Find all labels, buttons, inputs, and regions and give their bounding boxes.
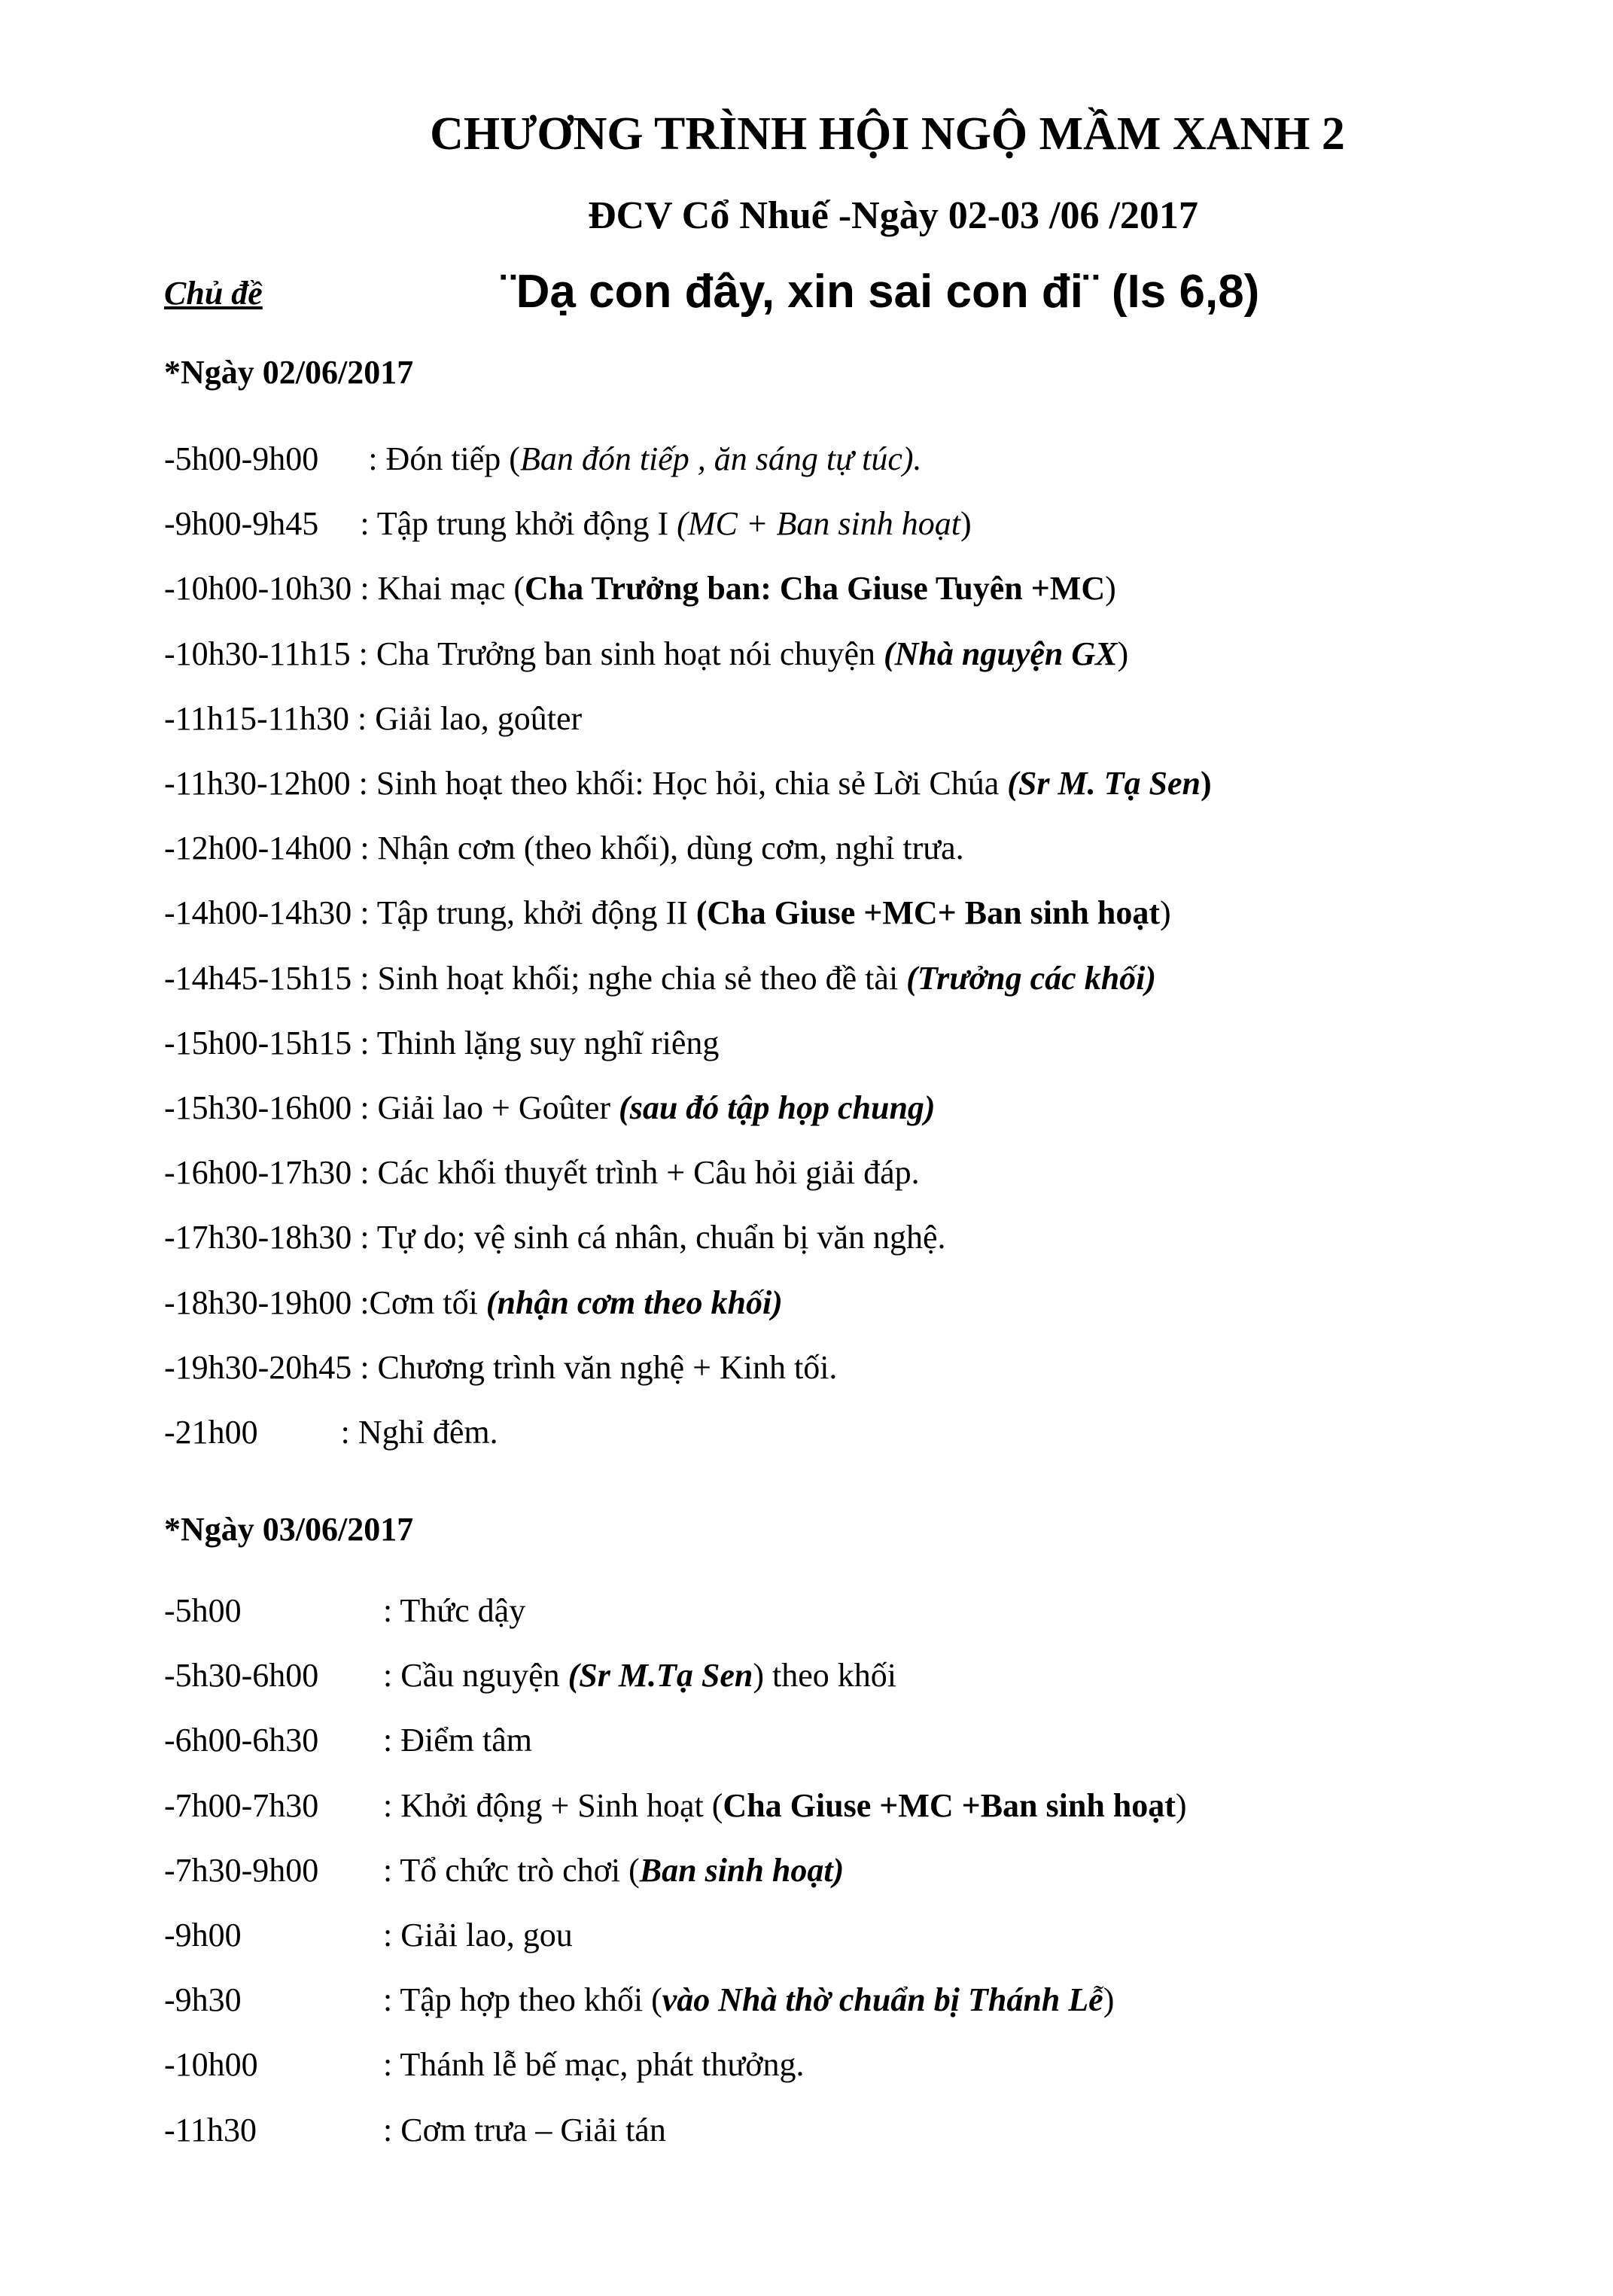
activity-text-part: ) theo khối — [753, 1657, 896, 1695]
schedule-time: -15h30-16h00 — [164, 1089, 361, 1126]
schedule-activity — [383, 1588, 525, 1634]
schedule-time: -10h30-11h15 — [164, 635, 359, 672]
schedule-row — [164, 1215, 946, 1260]
schedule-row — [164, 761, 1212, 806]
schedule-activity — [359, 635, 1128, 672]
schedule-time: -16h00-17h30 — [164, 1154, 361, 1192]
schedule-activity — [360, 570, 1115, 607]
schedule-time: -6h00-6h30 — [164, 1722, 319, 1759]
activity-text-part: : Tập trung khởi động I — [360, 505, 677, 543]
schedule-row — [164, 501, 972, 547]
activity-text-part: : Tổ chức trò chơi ( — [383, 1851, 640, 1889]
schedule-activity — [383, 1783, 1187, 1829]
schedule-activity — [359, 765, 1212, 802]
day2-heading: *Ngày 03/06/2017 — [164, 1511, 414, 1548]
schedule-time: -17h30-18h30 — [164, 1219, 361, 1256]
activity-text-part: : Nhận cơm (theo khối), dùng cơm, nghỉ trưa. — [360, 830, 964, 867]
schedule-activity — [383, 2042, 805, 2087]
schedule-time: -5h30-6h00 — [164, 1657, 319, 1695]
activity-text-part: : Sinh hoạt theo khối: Học hỏi, chia sẻ Lời Chúa — [358, 765, 1008, 802]
activity-text-part: (Sr M. Tạ Sen — [1007, 765, 1201, 802]
schedule-row — [164, 1718, 532, 1763]
schedule-time: -12h00-14h00 — [164, 830, 361, 867]
activity-text-part: (Cha Giuse +MC+ Ban sinh hoạt — [695, 894, 1160, 932]
schedule-row — [164, 1913, 573, 1958]
activity-text-part: (Sr M.Tạ Sen — [568, 1657, 753, 1695]
activity-text-part: (Trưởng các khối) — [906, 959, 1157, 997]
schedule-time: -18h30-19h00 — [164, 1284, 361, 1321]
schedule-activity — [341, 1414, 498, 1451]
schedule-activity — [360, 505, 971, 542]
schedule-row — [164, 1086, 936, 1131]
activity-text-part: (nhận cơm theo khối) — [485, 1284, 783, 1321]
activity-text-part: Ban đón tiếp , ăn sáng tự túc). — [519, 440, 922, 477]
schedule-activity — [360, 1025, 719, 1061]
activity-text-part: : Thinh lặng suy nghĩ riêng — [360, 1024, 720, 1061]
schedule-time: -9h30 — [164, 1981, 242, 2019]
activity-text-part: ) — [1105, 570, 1116, 607]
schedule-row — [164, 566, 1116, 611]
schedule-row — [164, 1588, 526, 1634]
document-title: CHƯƠNG TRÌNH HỘI NGỘ MẦM XANH 2 — [430, 108, 1345, 160]
activity-text-part: Cha Giuse +MC +Ban sinh hoạt — [723, 1786, 1176, 1824]
activity-text-part: : Tập hợp theo khối ( — [383, 1981, 662, 2019]
schedule-activity — [383, 1978, 1114, 2023]
schedule-row — [164, 891, 1171, 936]
schedule-row — [164, 2108, 666, 2153]
schedule-row — [164, 1280, 783, 1326]
schedule-activity — [383, 2108, 666, 2153]
activity-text-part: (Nhà nguyện GX — [884, 635, 1118, 672]
activity-text-part: : Đón tiếp ( — [368, 440, 520, 477]
activity-text-part: : Chương trình văn nghệ + Kinh tối. — [360, 1348, 838, 1386]
schedule-activity — [360, 960, 1156, 997]
schedule-activity — [383, 1653, 896, 1698]
schedule-row — [164, 1783, 1187, 1829]
activity-text-part: ) — [1103, 1981, 1115, 2019]
schedule-time: -9h00-9h45 — [164, 505, 361, 543]
activity-text-part: :Cơm tối — [360, 1284, 486, 1321]
schedule-time: -21h00 — [164, 1414, 341, 1451]
schedule-activity — [360, 894, 1170, 931]
schedule-time: -10h00 — [164, 2046, 258, 2084]
schedule-activity — [360, 1284, 783, 1321]
activity-text-part: : Thánh lễ bế mạc, phát thưởng. — [383, 2046, 805, 2084]
schedule-row — [164, 1978, 1115, 2023]
schedule-row — [164, 1021, 719, 1066]
schedule-row — [164, 1345, 837, 1390]
activity-text-part: : Cầu nguyện — [383, 1657, 568, 1695]
schedule-activity — [360, 1219, 945, 1256]
activity-text-part: : Sinh hoạt khối; nghe chia sẻ theo đề tài — [360, 959, 907, 997]
schedule-time: -11h15-11h30 — [164, 699, 358, 737]
activity-text-part: ) — [1159, 894, 1171, 932]
schedule-activity — [360, 1089, 935, 1126]
schedule-row — [164, 1848, 845, 1893]
schedule-activity — [358, 700, 582, 737]
schedule-time: -10h00-10h30 — [164, 570, 361, 607]
schedule-row — [164, 1653, 896, 1698]
activity-text-part: ) — [1175, 1786, 1187, 1824]
schedule-activity — [383, 1848, 844, 1893]
activity-text-part: : Tự do; vệ sinh cá nhân, chuẩn bị văn nghệ. — [360, 1219, 946, 1256]
schedule-activity — [383, 1913, 573, 1958]
schedule-activity — [360, 1154, 919, 1191]
activity-text-part: : Giải lao, gou — [383, 1917, 573, 1953]
schedule-time: -11h30-12h00 — [164, 765, 359, 802]
theme-label: Chủ đề — [164, 275, 263, 312]
activity-text-part: : Giải lao + Goûter — [360, 1089, 619, 1126]
schedule-row — [164, 1410, 498, 1455]
schedule-time: -11h30 — [164, 2111, 257, 2148]
activity-text-part: ) — [1200, 765, 1212, 802]
activity-text-part: : Các khối thuyết trình + Câu hỏi giải đáp. — [360, 1154, 920, 1192]
schedule-activity — [360, 1349, 837, 1386]
activity-text-part: Cha Trưởng ban: Cha Giuse Tuyên +MC — [525, 570, 1106, 607]
activity-text-part: Ban sinh hoạt) — [639, 1851, 845, 1889]
schedule-time: -7h30-9h00 — [164, 1851, 319, 1889]
theme-text: ¨Dạ con đây, xin sai con đi¨ (Is 6,8) — [501, 266, 1260, 318]
activity-text-part: : Cơm trưa – Giải tán — [383, 2111, 666, 2148]
day1-heading: *Ngày 02/06/2017 — [164, 354, 414, 391]
schedule-time: -14h45-15h15 — [164, 959, 361, 997]
activity-text-part: ) — [1117, 635, 1129, 672]
activity-text-part: : Khởi động + Sinh hoạt ( — [383, 1786, 723, 1824]
schedule-row — [164, 632, 1128, 677]
schedule-activity — [360, 830, 963, 866]
schedule-time: -5h00 — [164, 1592, 242, 1629]
activity-text-part: : Nghỉ đêm. — [340, 1414, 498, 1451]
activity-text-part: : Thức dậy — [383, 1592, 526, 1629]
schedule-row — [164, 2042, 805, 2087]
document-subtitle: ĐCV Cổ Nhuế -Ngày 02-03 /06 /2017 — [588, 194, 1198, 237]
schedule-time: -15h00-15h15 — [164, 1024, 361, 1061]
activity-text-part: : Điểm tâm — [383, 1722, 532, 1759]
activity-text-part: : Cha Trưởng ban sinh hoạt nói chuyện — [358, 635, 884, 672]
activity-text-part: ) — [960, 505, 972, 543]
schedule-time: -14h00-14h30 — [164, 894, 361, 932]
schedule-activity — [383, 1718, 532, 1763]
schedule-time: -5h00-9h00 — [164, 440, 369, 477]
schedule-row — [164, 1150, 920, 1195]
schedule-activity — [368, 440, 921, 477]
activity-text-part: : Khai mạc ( — [360, 570, 525, 607]
schedule-row — [164, 956, 1156, 1001]
schedule-time: -19h30-20h45 — [164, 1348, 361, 1386]
activity-text-part: (MC + Ban sinh hoạt — [677, 505, 960, 543]
activity-text-part: vào Nhà thờ chuẩn bị Thánh Lễ — [662, 1981, 1103, 2019]
activity-text-part: : Tập trung, khởi động II — [360, 894, 696, 932]
schedule-time: -9h00 — [164, 1917, 242, 1953]
activity-text-part: : Giải lao, goûter — [358, 699, 583, 737]
schedule-row — [164, 437, 922, 482]
schedule-time: -7h00-7h30 — [164, 1786, 319, 1824]
activity-text-part: (sau đó tập họp chung) — [619, 1089, 936, 1126]
schedule-row — [164, 696, 582, 741]
schedule-row — [164, 826, 964, 871]
